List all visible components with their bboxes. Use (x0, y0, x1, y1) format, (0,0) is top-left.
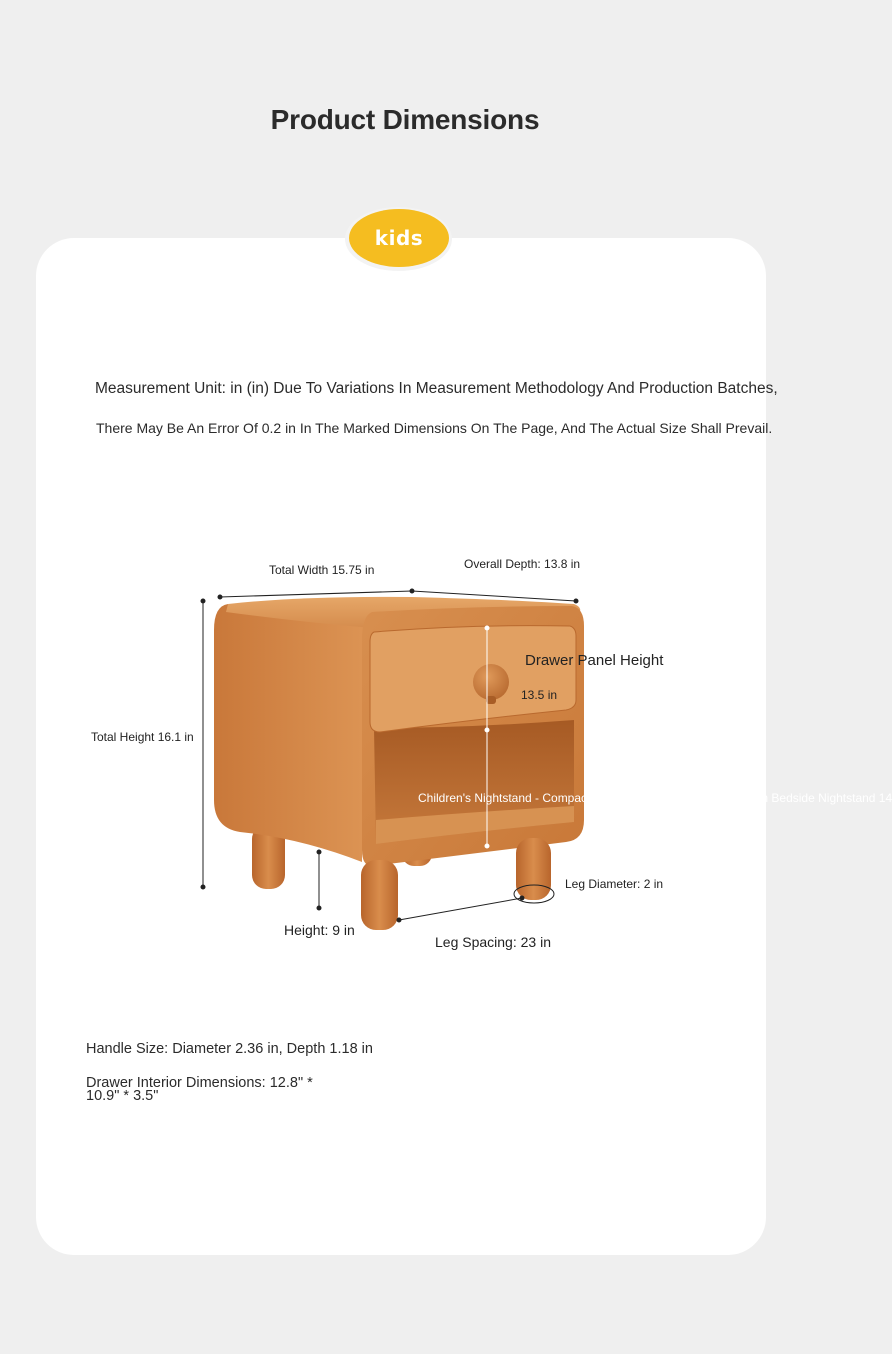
drawer-knob (473, 664, 509, 700)
leg-height-label: Height: 9 in (281, 921, 358, 939)
total-height-label: Total Height 16.1 in (88, 729, 197, 745)
front-right-leg (516, 838, 551, 900)
leg-spacing-label: Leg Spacing: 23 in (432, 933, 554, 951)
badge-label: kids (374, 226, 424, 250)
handle-size-spec: Handle Size: Diameter 2.36 in, Depth 1.18 in (86, 1041, 373, 1057)
drawer-panel-height-value: 13.5 in (521, 688, 558, 702)
drawer-interior-spec: Drawer Interior Dimensions: 12.8" * 10.9" * 3.5" (86, 1075, 313, 1104)
overall-depth-label: Overall Depth: 13.8 in (461, 556, 583, 572)
leg-diameter-label: Leg Diameter: 2 in (562, 876, 666, 892)
measurement-note-line-2: There May Be An Error Of 0.2 in In The Marked Dimensions On The Page, And The Actual Size Shall Prevail. (96, 420, 773, 436)
measurement-note-line-1: Measurement Unit: in (in) Due To Variations In Measurement Methodology And Production Batches, (95, 380, 778, 397)
drawer-panel-height-label: Drawer Panel Height (525, 652, 664, 669)
total-width-label: Total Width 15.75 in (266, 562, 377, 578)
front-left-leg (361, 860, 398, 930)
body-side (214, 604, 372, 862)
page-title: Product Dimensions (270, 104, 540, 135)
product-name-caption: Children's Nightstand - Compact Storage Solution For Kid's Room Bedside Nightstand 14 (418, 791, 892, 805)
